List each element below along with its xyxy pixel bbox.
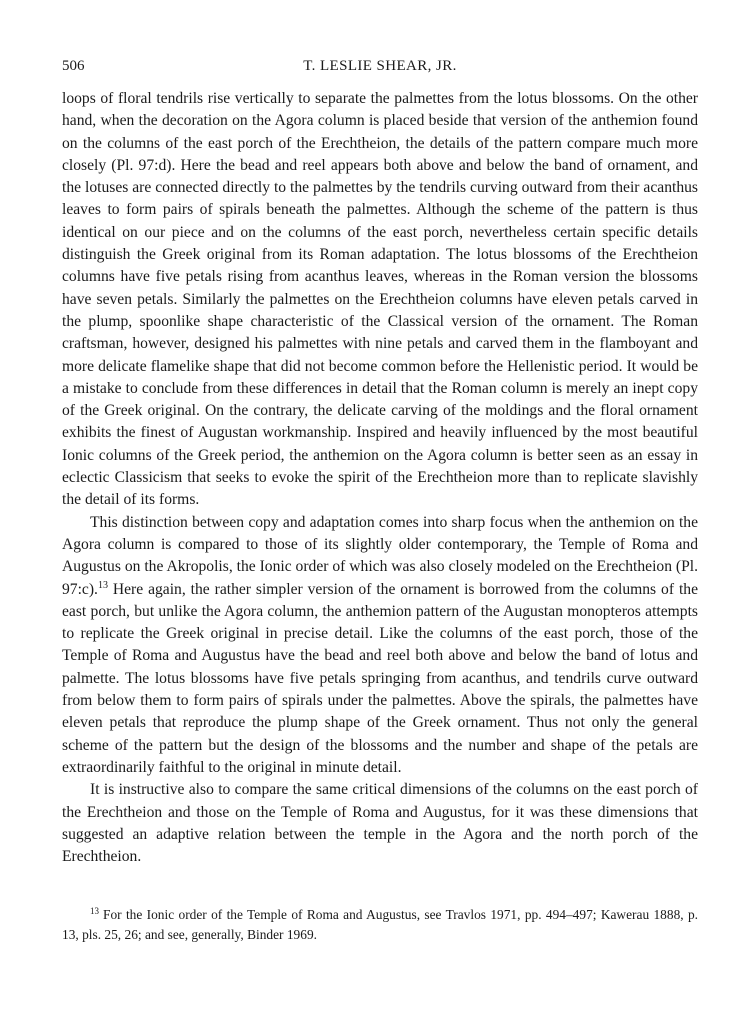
- paragraph-2-text-b: Here again, the rather simpler version of the ornament is borrowed from the columns of the east porch, but unlike the Agora column, the anthemion pattern of the Augustan monopteros attempts to replicate the Greek original in precise detail. Like the columns of the east porch, those of the Temple of Roma and Augustus have the bead and reel both above and below the band of lotus and palmette. The lotus blossoms have five petals springing from acanthus, and tendrils curve outward from below them to form pairs of spirals under the palmettes. Above the spirals, the palmettes have eleven petals that reproduce the plump shape of the Greek ornament. Thus not only the general scheme of the pattern but the design of the blossoms and the number and shape of the petals are extraordinarily faithful to the original in minute detail.: [62, 580, 698, 776]
- paragraph-2: [62, 512, 698, 780]
- running-title: T. LESLIE SHEAR, JR.: [303, 58, 457, 74]
- running-head: [62, 58, 698, 80]
- footnote-number: 13: [90, 905, 99, 916]
- paragraph-3: It is instructive also to compare the same critical dimensions of the columns on the east porch of the Erechtheion and those on the Temple of Roma and Augustus, for it was these dimensions that suggested an adaptive relation between the temple in the Agora and the north porch of the Erechtheion.: [62, 781, 698, 866]
- body-text: [62, 88, 698, 868]
- footnote-text: For the Ionic order of the Temple of Roma and Augustus, see Travlos 1971, pp. 494–497; Kawerau 1888, p. 13, pls. 25, 26; and see, generally, Binder 1969.: [62, 907, 698, 942]
- footnote-reference-13[interactable]: 13: [97, 579, 108, 591]
- paragraph-2-text-a: This distinction between copy and adaptation comes into sharp focus when the anthemion on the Agora column is compared to those of its slightly older contemporary, the Temple of Roma and Augustus on the Akropolis, the Ionic order of which was also closely modeled on the Erechtheion (Pl. 97:c).: [62, 513, 698, 598]
- footnotes: [62, 905, 698, 945]
- footnote-13: [62, 905, 698, 945]
- page-number: 506: [62, 58, 85, 74]
- paragraph-1: loops of floral tendrils rise vertically to separate the palmettes from the lotus blossoms. On the other hand, when the decoration on the Agora column is placed beside that version of the anthemion found on the columns of the east porch of the Erechtheion, the details of the pattern compare much more closely (Pl. 97:d). Here the bead and reel appears both above and below the band of ornament, and the lotuses are connected directly to the palmettes by the tendrils curving outward from their acanthus leaves to form pairs of spirals beneath the palmettes. Although the scheme of the pattern is thus identical on our piece and on the columns of the east porch, nevertheless certain specific details distinguish the Greek original from its Roman adaptation. The lotus blossoms of the Erechtheion columns have five petals rising from acanthus leaves, whereas in the Roman version the blossoms have seven petals. Similarly the palmettes on the Erechtheion columns have eleven petals carved in the plump, spoonlike shape characteristic of the Classical version of the ornament. The Roman craftsman, however, designed his palmettes with nine petals and carved them in the flamboyant and more delicate flamelike shape that did not become common before the Hellenistic period. It would be a mistake to conclude from these differences in detail that the Roman column is merely an inept copy of the Greek original. On the contrary, the delicate carving of the moldings and the floral ornament exhibits the finest of Augustan workmanship. Inspired and heavily influenced by the most beautiful Ionic columns of the Greek period, the anthemion on the Agora column is better seen as an essay in eclectic Classicism that seeks to evoke the spirit of the Erechtheion more than to replicate slavishly the detail of its forms.: [62, 90, 698, 509]
